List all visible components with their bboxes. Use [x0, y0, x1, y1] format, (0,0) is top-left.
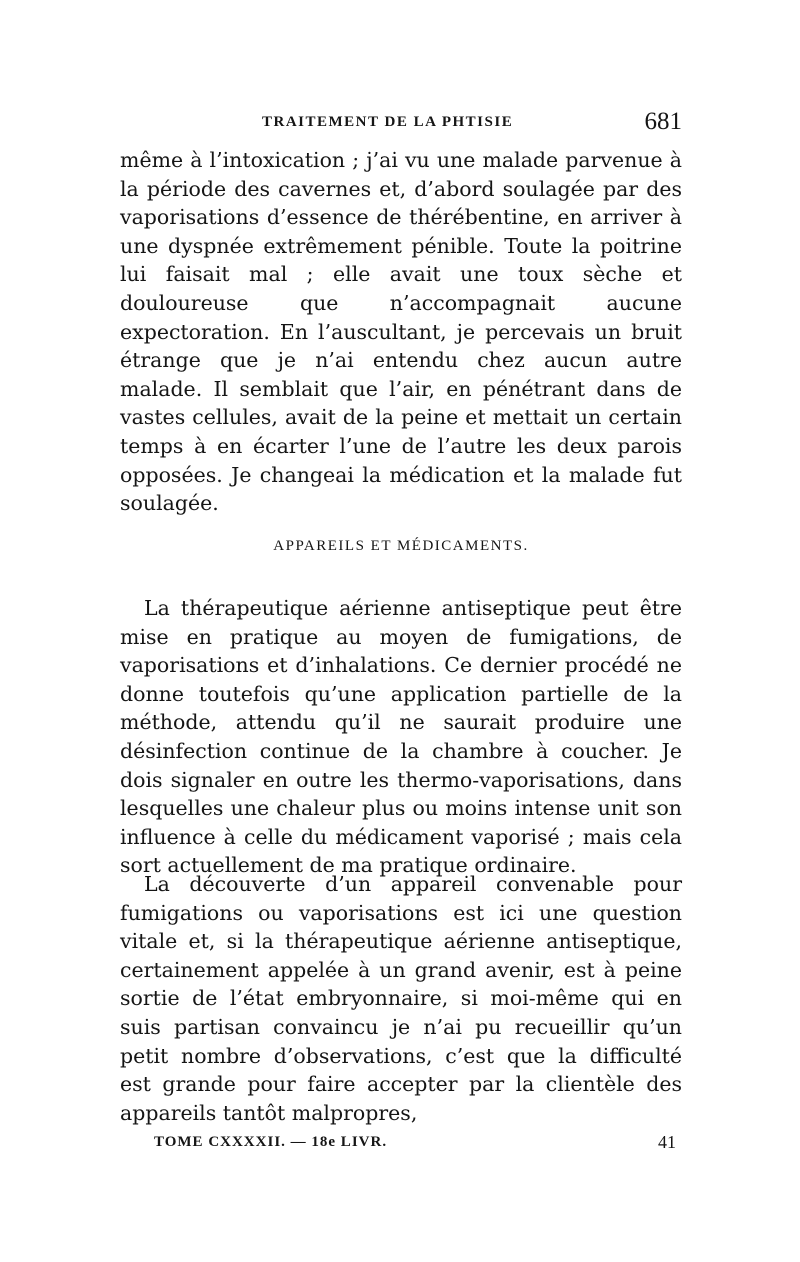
section-heading: APPAREILS ET MÉDICAMENTS. — [273, 538, 529, 554]
running-title: TRAITEMENT DE LA PHTISIE — [262, 114, 514, 130]
paragraph-text: La thérapeutique aérienne antiseptique peut être mise en pratique au moyen de fumigations, de vaporisations et d’inhalations. Ce dernier procédé ne donne toutefois qu’une application partielle de la méthode, attendu qu’il ne saurait produire une désinfection continue de la chambre à coucher. Je dois signaler en outre les thermo-vaporisations, dans lesquelles une chaleur plus ou moins intense unit son influence à celle du médicament vaporisé ; mais cela sort actuellement de ma pratique ordinaire. — [120, 596, 682, 878]
tome-signature: TOME CXXXXII. — 18e LIVR. — [154, 1134, 388, 1150]
paragraph-text: La découverte d’un appareil convenable pour fumigations ou vaporisations est ici une question vitale et, si la thérapeutique aérienne antiseptique, certainement appelée à un grand avenir, est à peine sortie de l’état embryonnaire, si moi-même qui en suis partisan convaincu je n’ai pu recueillir qu’un petit nombre d’observations, c’est que la difficulté est grande pour faire accepter par la clientèle des appareils tantôt malpropres, — [120, 872, 682, 1125]
page-footer — [120, 1134, 682, 1164]
paragraph-text: même à l’intoxication ; j’ai vu une malade parvenue à la période des cavernes et, d’abord soulagée par des vaporisations d’essence de thérébentine, en arriver à une dyspnée extrêmement pénible. Toute la poitrine lui faisait mal ; elle avait une toux sèche et douloureuse que n’accompagnait aucune expectoration. En l’auscultant, je percevais un bruit étrange que je n’ai entendu chez aucun autre malade. Il semblait que l’air, en pénétrant dans de vastes cellules, avait de la peine et mettait un certain temps à en écarter l’une de l’autre les deux parois opposées. Je changeai la médication et la malade fut soulagée. — [120, 148, 682, 516]
paragraph-3 — [120, 870, 682, 1127]
page-number: 681 — [644, 108, 682, 135]
paragraph-1 — [120, 146, 682, 518]
paragraph-2 — [120, 594, 682, 880]
sheet-number: 41 — [658, 1132, 676, 1152]
page-header — [120, 108, 682, 138]
